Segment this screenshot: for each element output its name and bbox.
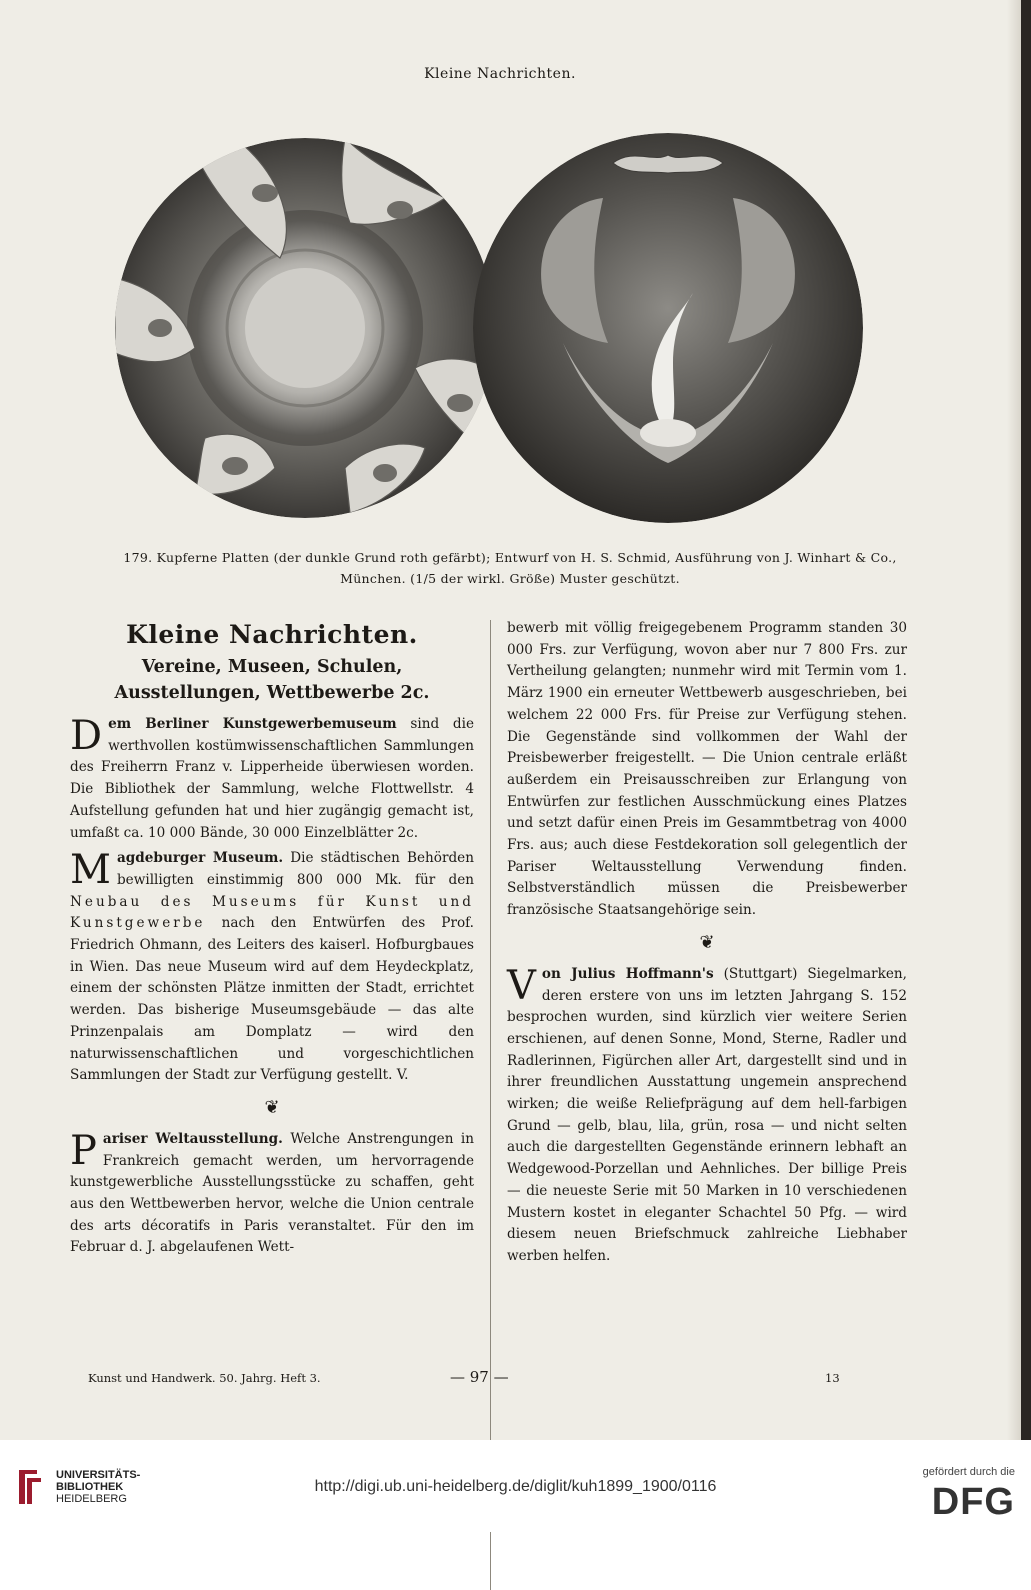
running-head: Kleine Nachrichten.: [424, 66, 576, 82]
item-text: sind die werthvollen kostümwissenschaftlichen Sammlungen des Freiherrn Franz v. Lipperheide überwiesen worden. Die Bibliothek der Sammlung, welche Flottwellstr. 4 Aufstellung gefunden hat und hier zugängig gemacht ist, umfaßt ca. 10 000 Bände, 30 000 Einzelblätter 2c.: [70, 716, 474, 841]
news-item-pariser-weltausstellung-continued: bewerb mit völlig freigegebenem Programm standen 30 000 Frs. zur Verfügung, wovon aber nur 7 800 Frs. zur Vertheilung gelangten; nunmehr wird mit Termin vom 1. März 1900 ein erneuter Wettbewerb ausgeschrieben, bei welchem 22 000 Frs. für Preise zur Verfügung stehen. Die Gegenstände sind vollkommen der Wahl der Preisbewerber freigestellt. — Die Union centrale erläßt außerdem ein Preisausschreiben zur Erlangung von Entwürfen zur festlichen Ausschmückung eines Platzes und setzt dafür einen Preis im Gesammtbetrag von 4000 Frs. aus; auch diese Festdekoration soll gelegentlich der Pariser Weltausstellung Verwendung finden. Selbstverständlich müssen die Preisbewerber französische Staatsangehörige sein.: [507, 620, 907, 919]
item-text-spaced: Neubau des Museums für Kunst und Kunstgewerbe: [70, 893, 474, 932]
footer-page-number: — 97 —: [450, 1368, 509, 1386]
copper-plate-peacock-image: [115, 138, 495, 518]
item-lead: agdeburger Museum.: [116, 850, 284, 867]
caption-line-2: München. (1/5 der wirkl. Größe) Muster geschützt.: [340, 571, 680, 586]
library-name-line: HEIDELBERG: [56, 1493, 127, 1505]
copper-plate-swan-image: [473, 133, 863, 523]
dfg-logo[interactable]: DFG: [931, 1481, 1015, 1523]
caption-line-1: 179. Kupferne Platten (der dunkle Grund roth gefärbt); Entwurf von H. S. Schmid, Ausführung von J. Winhart & Co.,: [123, 550, 897, 565]
news-item-berliner-museum: [70, 714, 474, 844]
ornament-divider: ❦: [264, 1096, 280, 1118]
funding-label: gefördert durch die: [922, 1466, 1015, 1478]
item-text: Welche Anstrengungen in Frankreich gemacht werden, um hervorragende kunstgewerbliche Ausstellungsstücke zu schaffen, geht aus den Wettbewerben hervor, welche die Union centrale des arts décoratifs in Paris veranstaltet. Für den im Februar d. J. abgelaufenen Wett-: [70, 1130, 474, 1256]
figure-caption: [70, 547, 950, 589]
footer-journal: Kunst und Handwerk. 50. Jahrg. Heft 3.: [88, 1371, 321, 1385]
library-name-line: UNIVERSITÄTS-: [56, 1469, 141, 1481]
figure-plates: [0, 115, 1031, 535]
news-item-julius-hoffmann: [507, 964, 907, 1268]
viewer-bottom-bar: [0, 1440, 1031, 1532]
news-item-magdeburger-museum: [70, 848, 474, 1087]
item-text: nach den Entwürfen des Prof. Friedrich Ohmann, des Leiters des kaiserl. Hofburgbaues in Wien. Das neue Museum wird auf dem Heydeckplatz, einem der schönsten Plätze inmitten der Stadt, errichtet werden. Das bisherige Museumsgebäude — das alte Prinzenpalais am Domplatz — wird den naturwissenschaftlichen und vorgeschichtlichen Sammlungen der Stadt zur Verfügung gestellt. V.: [70, 915, 474, 1084]
footer-signature: 13: [825, 1371, 840, 1385]
item-lead: on Julius Hoffmann's: [541, 965, 714, 982]
dropcap: P: [70, 1127, 97, 1174]
news-item-pariser-weltausstellung: [70, 1129, 474, 1259]
section-subtitle: Vereine, Museen, Schulen, Ausstellungen, Wettbewerbe 2c.: [114, 657, 430, 703]
item-lead: ariser Weltausstellung.: [102, 1130, 283, 1147]
ornament-divider: ❦: [699, 931, 715, 953]
item-text: (Stuttgart) Siegelmarken, deren erstere von uns im letzten Jahrgang S. 152 besprochen wurden, sind kürzlich vier weitere Serien erschienen, auf denen Sonne, Mond, Sterne, Radler und Radlerinnen, Figürchen aller Art, dargestellt sind und in ihrer freundlichen Ausstattung ungemein ansprechend wirken; die weiße Reliefprägung auf dem hell-farbigen Grund — gelb, blau, lila, grün, rosa — und nicht selten auch die dargestellten Gegenstände erinnern lebhaft an Wedgewood-Porzellan und Aehnliches. Der billige Preis — die neueste Serie mit 50 Marken in 10 verschiedenen Mustern kostet in eleganter Schachtel 50 Pfg. — wird diesem neuen Briefschmuck zahlreiche Liebhaber werben helfen.: [507, 965, 908, 1264]
dropcap: V: [507, 962, 536, 1009]
column-right: [507, 618, 907, 1272]
section-title: Kleine Nachrichten.: [126, 620, 418, 649]
library-name-line: BIBLIOTHEK: [56, 1481, 124, 1493]
permalink-url[interactable]: http://digi.ub.uni-heidelberg.de/diglit/kuh1899_1900/0116: [314, 1478, 717, 1495]
column-left: [70, 618, 474, 1263]
item-text: Die städtischen Behörden bewilligten einstimmig 800 000 Mk. für den: [116, 850, 474, 888]
item-lead: em Berliner Kunstgewerbemuseum: [108, 716, 397, 732]
dropcap: M: [70, 847, 111, 894]
dropcap: D: [70, 713, 103, 759]
